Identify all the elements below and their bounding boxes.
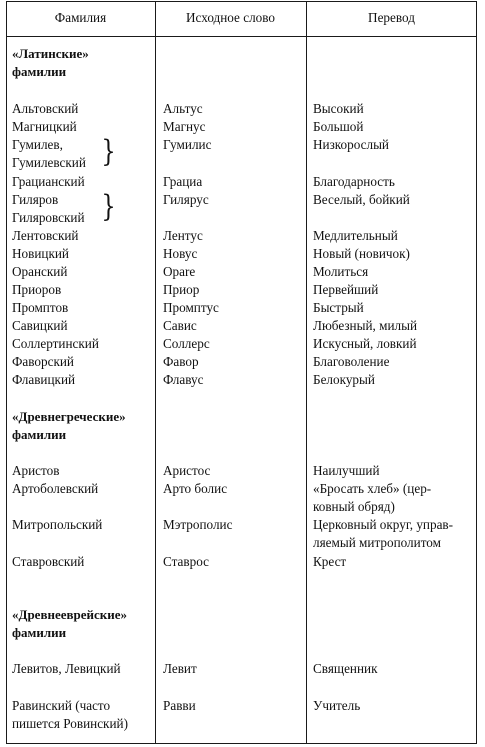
column-divider-1: [155, 1, 156, 744]
header-divider: [6, 36, 477, 37]
section-title-latin: «Латинские» фамилии: [12, 46, 89, 79]
section-title-greek: «Древнегреческие» фамилии: [12, 409, 126, 442]
section-title-hebrew: «Древнееврейские» фамилии: [12, 607, 128, 640]
brace-group-1: }: [101, 134, 116, 169]
column-divider-2: [306, 1, 307, 744]
brace-group-2: }: [101, 189, 116, 224]
header-source-word: Исходное слово: [186, 10, 275, 25]
document-page: Фамилия Исходное слово Перевод «Латинские» фамилии Альтовский Альтус Высокий Магницкий Магнус Большой Гумилев, Гумилевский } Гумилис Низкорослый Грацианский Грациа Благодарность Гиляров Гиляровский } Гилярус Веселый, бойкий Лентовский Лентус Медлительный Новицкий Новус Новый (новичок) Оранский Орare Молиться Приоров Приор Первейший Промптов Промптус Быстрый Савицкий Савис Любезный, милый Соллертинский Соллерс Искусный, ловкий Фаворский Фавор Благоволение Флавицкий Флавус Белокурый «Древнегреческие» фамилии Аристов Аристос Наилучший Артоболевский Арто болис «Бросать хлеб» (цер- ковный обряд) Митропольский Мэтрополис Церковный округ, управ- ляемый митрополитом Ставровский Ставрос Крест «Древнееврейские» фамилии Левитов, Левицкий Левит Священник Равинский (часто пишется Ровинский) Равви Учитель: [0, 0, 485, 747]
header-surname: Фамилия: [54, 10, 107, 25]
header-translation: Перевод: [368, 10, 415, 25]
